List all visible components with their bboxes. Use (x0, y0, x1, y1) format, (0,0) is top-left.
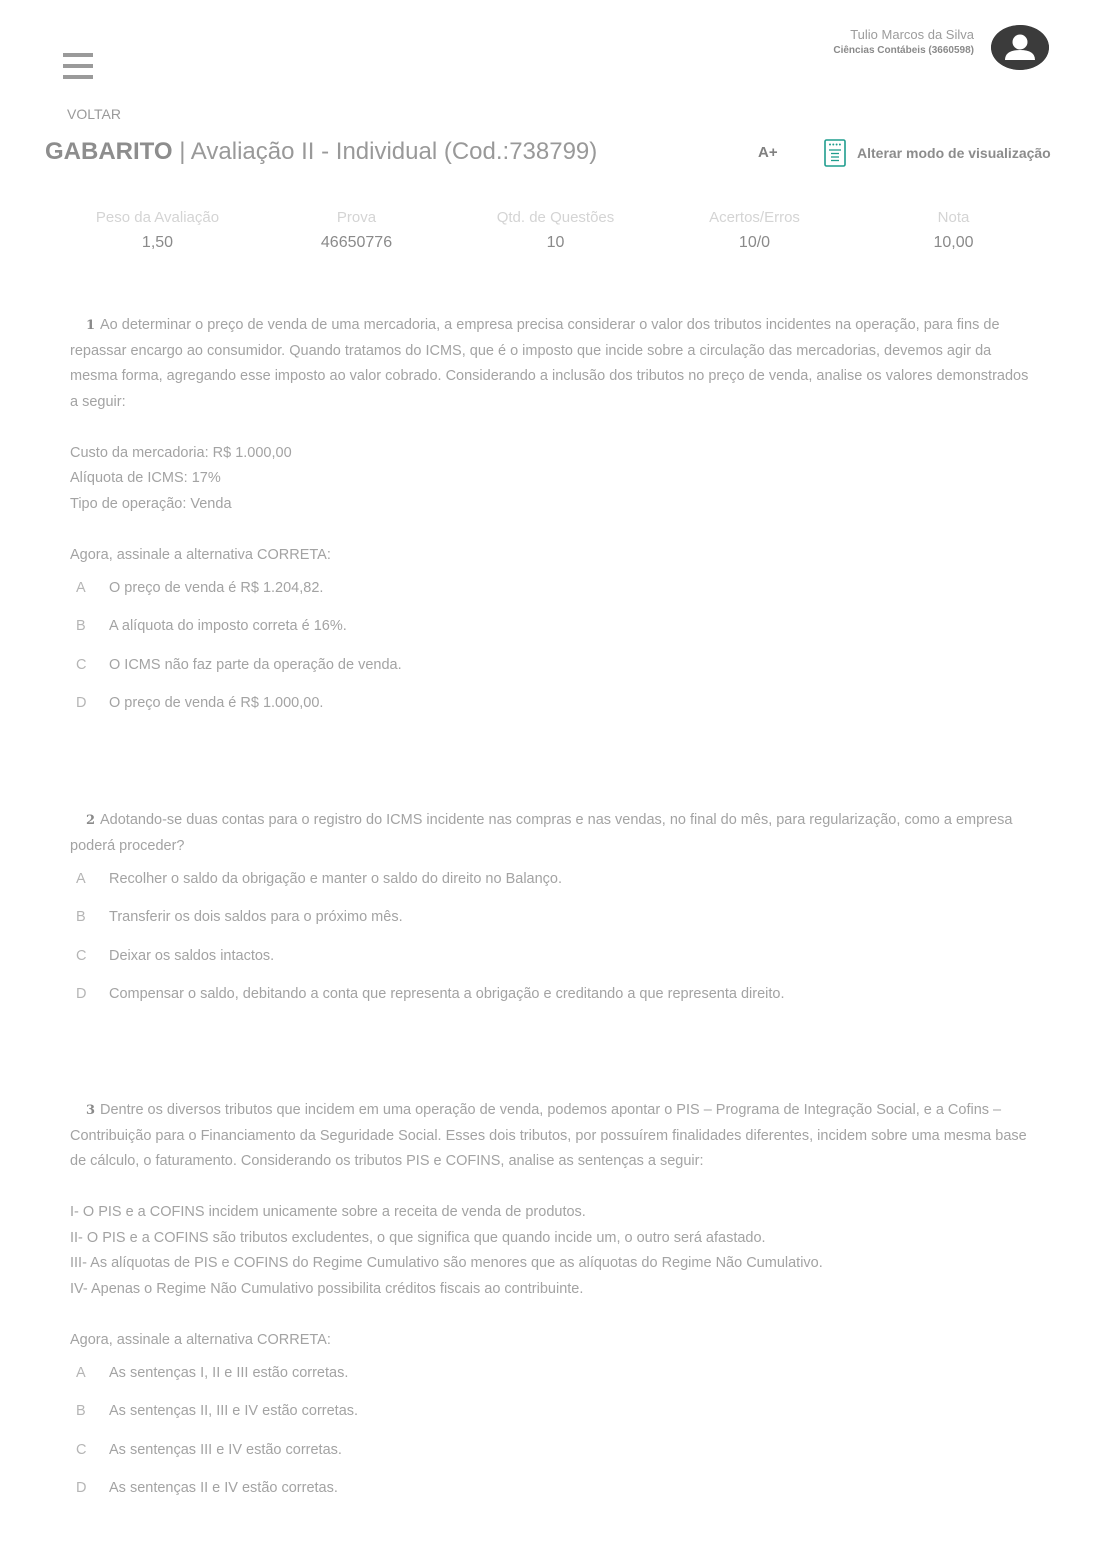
question-number: 2 (85, 813, 95, 828)
question-number: 1 (85, 318, 95, 333)
answer-option-b[interactable] (70, 1403, 1040, 1441)
answer-option-c[interactable] (70, 948, 1040, 986)
question-detail-line: I- O PIS e a COFINS incidem unicamente sobre a receita de venda de produtos. (70, 1204, 586, 1220)
option-letter: C (76, 1441, 87, 1458)
avatar-icon[interactable] (991, 25, 1049, 70)
question-3 (70, 1098, 1040, 1518)
user-name: Tulio Marcos da Silva (850, 27, 974, 42)
document-icon (824, 139, 846, 167)
stat-label: Prova (336, 209, 377, 226)
option-text: Transferir os dois saldos para o próximo mês. (109, 909, 403, 926)
answer-option-a[interactable] (70, 1365, 1040, 1403)
option-letter: D (76, 1479, 87, 1496)
option-letter: A (76, 1365, 86, 1381)
stat-question-count (456, 208, 655, 258)
stat-label: Qtd. de Questões (496, 209, 615, 226)
user-info (833, 26, 974, 58)
answer-options (70, 871, 1040, 1024)
answer-option-b[interactable] (70, 618, 1040, 656)
option-text: O ICMS não faz parte da operação de venda. (109, 656, 402, 673)
option-letter: A (76, 871, 86, 887)
answer-option-c[interactable] (70, 1442, 1040, 1480)
question-statement: Ao determinar o preço de venda de uma mercadoria, a empresa precisa considerar o valor dos tributos incidentes na operação, para fins de repassar encargo ao consumidor. Quando tratamos do ICMS, que é o imposto que incide sobre a circulação das mercadorias, devemos agir da mesma forma, agregando esse imposto ao valor cobrado. Considerando a inclusão dos tributos no preço de venda, analise os valores demonstrados a seguir: (70, 317, 1029, 410)
page-title (45, 138, 597, 166)
answer-options (70, 1365, 1040, 1518)
option-text: O preço de venda é R$ 1.204,82. (109, 580, 324, 596)
option-letter: B (76, 618, 86, 635)
answer-option-d[interactable] (70, 1480, 1040, 1518)
answer-option-a[interactable] (70, 871, 1040, 909)
stat-grade (854, 208, 1053, 258)
question-detail-line: IV- Apenas o Regime Não Cumulativo possibilita créditos fiscais ao contribuinte. (70, 1280, 584, 1297)
view-mode-label: Alterar modo de visualização (857, 145, 1051, 161)
back-link[interactable]: VOLTAR (67, 106, 121, 122)
stat-value: 10 (546, 234, 565, 251)
stat-value: 1,50 (141, 234, 174, 251)
stat-label: Nota (937, 209, 970, 226)
option-text: Deixar os saldos intactos. (109, 947, 275, 964)
option-letter: C (76, 947, 87, 964)
question-text (70, 808, 1040, 859)
answer-option-c[interactable] (70, 657, 1040, 695)
title-rest: | Avaliação II - Individual (Cod.:738799) (172, 138, 598, 165)
option-letter: D (76, 985, 87, 1002)
question-1 (70, 313, 1040, 733)
stat-hits-misses (655, 208, 854, 258)
option-letter: C (76, 656, 87, 673)
hamburger-menu-icon[interactable] (63, 53, 93, 79)
option-text: Recolher o saldo da obrigação e manter o saldo do direito no Balanço. (109, 871, 563, 887)
question-detail-line: Alíquota de ICMS: 17% (70, 470, 221, 486)
question-prompt: Agora, assinale a alternativa CORRETA: (70, 546, 331, 563)
question-detail-line: II- O PIS e a COFINS são tributos excludentes, o que significa que quando incide um, o outro será afastado. (70, 1229, 766, 1246)
question-detail-line: Tipo de operação: Venda (70, 495, 232, 512)
stat-weight (58, 208, 257, 258)
option-text: A alíquota do imposto correta é 16%. (109, 618, 347, 635)
answer-option-b[interactable] (70, 909, 1040, 947)
question-detail-line: Custo da mercadoria: R$ 1.000,00 (70, 444, 292, 461)
option-text: Compensar o saldo, debitando a conta que representa a obrigação e creditando a que representa direito. (109, 985, 785, 1002)
option-text: As sentenças II e IV estão corretas. (109, 1479, 338, 1496)
stat-label: Peso da Avaliação (95, 209, 220, 226)
option-text: As sentenças II, III e IV estão corretas. (109, 1403, 359, 1420)
option-text: O preço de venda é R$ 1.000,00. (109, 694, 324, 711)
stat-exam (257, 208, 456, 258)
option-letter: A (76, 580, 86, 596)
option-letter: B (76, 1403, 86, 1420)
stat-value: 46650776 (320, 234, 393, 251)
question-statement: Adotando-se duas contas para o registro do ICMS incidente nas compras e nas vendas, no final do mês, para regularização, como a empresa poderá proceder? (70, 812, 1013, 854)
view-mode-button[interactable] (824, 139, 1051, 167)
stat-value: 10/0 (738, 234, 771, 251)
user-course: Ciências Contábeis (3660598) (833, 45, 974, 56)
answer-option-a[interactable] (70, 580, 1040, 618)
question-2 (70, 808, 1040, 1024)
evaluation-summary (58, 208, 1053, 258)
answer-option-d[interactable] (70, 695, 1040, 733)
option-text: As sentenças I, II e III estão corretas. (109, 1365, 349, 1381)
question-text (70, 1098, 1040, 1175)
stat-label: Acertos/Erros (709, 209, 800, 226)
question-statement: Dentre os diversos tributos que incidem em uma operação de venda, podemos apontar o PIS – Programa de Integração Social, e a Cofins – Contribuição para o Financiamento da Seguridade Social. Esses dois tributos, por possuírem finalidades diferentes, incidem sobre uma mesma base de cálculo, o faturamento. Considerando os tributos PIS e COFINS, analise as sentenças a seguir: (70, 1102, 1027, 1169)
option-letter: B (76, 909, 86, 926)
question-prompt: Agora, assinale a alternativa CORRETA: (70, 1331, 331, 1348)
question-text (70, 313, 1040, 415)
option-letter: D (76, 694, 87, 711)
title-prefix: GABARITO (45, 138, 173, 165)
option-text: As sentenças III e IV estão corretas. (109, 1441, 342, 1458)
increase-font-button[interactable]: A+ (758, 144, 778, 161)
question-number: 3 (85, 1103, 95, 1118)
stat-value: 10,00 (933, 234, 974, 251)
answer-options (70, 580, 1040, 733)
answer-option-d[interactable] (70, 986, 1040, 1024)
question-detail-line: III- As alíquotas de PIS e COFINS do Regime Cumulativo são menores que as alíquotas do Regime Não Cumulativo. (70, 1255, 823, 1271)
